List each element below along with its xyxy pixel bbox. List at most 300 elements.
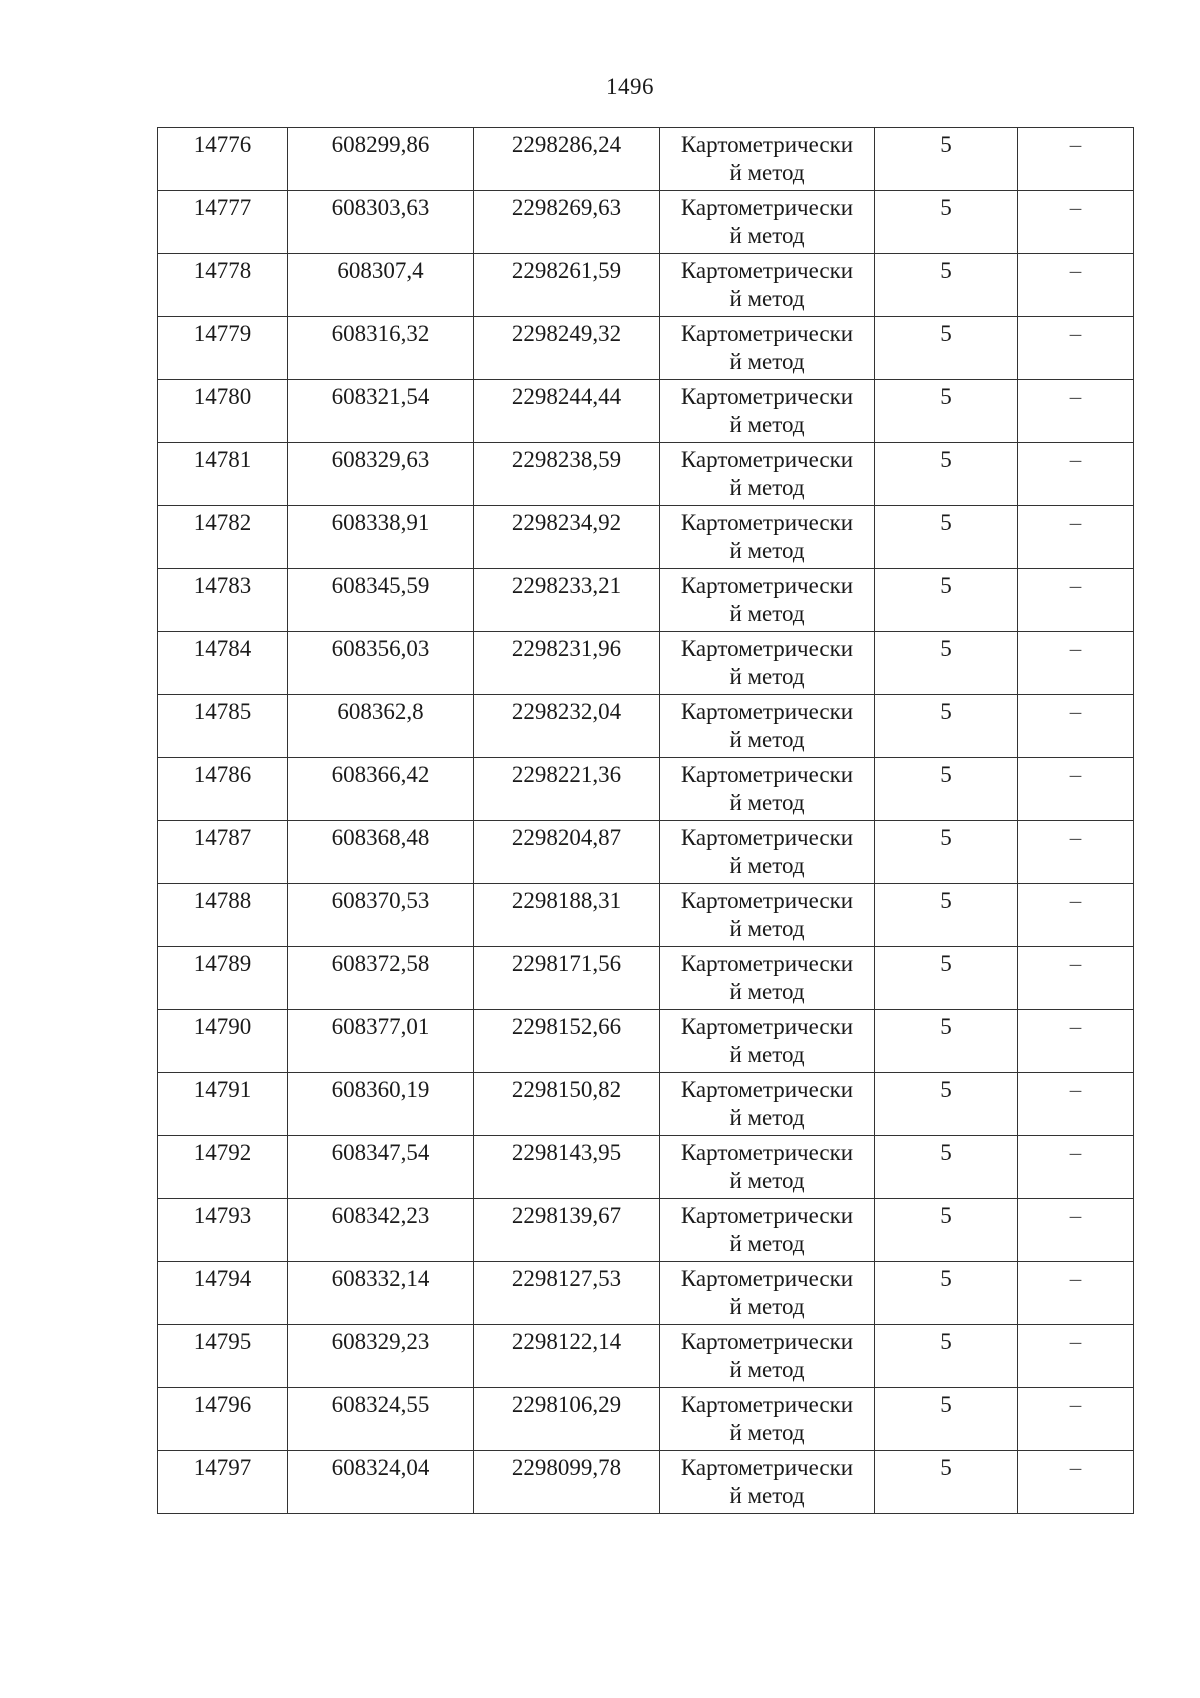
cell-id: 14789 bbox=[193, 951, 252, 976]
cell-method-line2: й метод bbox=[729, 1105, 805, 1130]
method-cell bbox=[660, 1136, 875, 1199]
cell-x: 608377,01 bbox=[331, 1014, 430, 1039]
accuracy-cell bbox=[875, 947, 1018, 1010]
cell-y: 2298127,53 bbox=[511, 1266, 622, 1291]
point-id-cell bbox=[158, 317, 288, 380]
method-cell bbox=[660, 758, 875, 821]
cell-x: 608342,23 bbox=[331, 1203, 430, 1228]
point-id-cell bbox=[158, 1010, 288, 1073]
cell-method-line2: й метод bbox=[729, 601, 805, 626]
cell-x: 608329,63 bbox=[331, 447, 430, 472]
cell-id: 14776 bbox=[193, 132, 252, 157]
point-id-cell bbox=[158, 128, 288, 191]
point-id-cell bbox=[158, 254, 288, 317]
cell-id: 14785 bbox=[193, 699, 252, 724]
cell-method-line2: й метод bbox=[729, 853, 805, 878]
x-coordinate-cell bbox=[288, 1073, 474, 1136]
cell-note: – bbox=[1069, 762, 1082, 787]
y-coordinate-cell bbox=[474, 1388, 660, 1451]
table-row bbox=[158, 254, 1134, 317]
cell-id: 14794 bbox=[193, 1266, 252, 1291]
table-row bbox=[158, 947, 1134, 1010]
method-cell bbox=[660, 443, 875, 506]
cell-y: 2298150,82 bbox=[511, 1077, 622, 1102]
x-coordinate-cell bbox=[288, 947, 474, 1010]
cell-y: 2298099,78 bbox=[511, 1455, 622, 1480]
y-coordinate-cell bbox=[474, 947, 660, 1010]
cell-accuracy: 5 bbox=[940, 132, 952, 157]
y-coordinate-cell bbox=[474, 1199, 660, 1262]
note-cell bbox=[1018, 317, 1134, 380]
cell-y: 2298122,14 bbox=[511, 1329, 622, 1354]
cell-y: 2298152,66 bbox=[511, 1014, 622, 1039]
cell-note: – bbox=[1069, 195, 1082, 220]
cell-id: 14788 bbox=[193, 888, 252, 913]
accuracy-cell bbox=[875, 1073, 1018, 1136]
cell-method-line1: Картометрически bbox=[680, 1014, 854, 1039]
point-id-cell bbox=[158, 569, 288, 632]
accuracy-cell bbox=[875, 758, 1018, 821]
cell-accuracy: 5 bbox=[940, 384, 952, 409]
cell-id: 14796 bbox=[193, 1392, 252, 1417]
x-coordinate-cell bbox=[288, 1136, 474, 1199]
note-cell bbox=[1018, 569, 1134, 632]
note-cell bbox=[1018, 1451, 1134, 1514]
cell-method-line1: Картометрически bbox=[680, 699, 854, 724]
cell-y: 2298143,95 bbox=[511, 1140, 622, 1165]
cell-accuracy: 5 bbox=[940, 510, 952, 535]
accuracy-cell bbox=[875, 254, 1018, 317]
cell-id: 14781 bbox=[193, 447, 252, 472]
cell-y: 2298269,63 bbox=[511, 195, 622, 220]
y-coordinate-cell bbox=[474, 632, 660, 695]
cell-x: 608338,91 bbox=[331, 510, 430, 535]
x-coordinate-cell bbox=[288, 1010, 474, 1073]
table-row bbox=[158, 317, 1134, 380]
accuracy-cell bbox=[875, 317, 1018, 380]
point-id-cell bbox=[158, 632, 288, 695]
cell-note: – bbox=[1069, 1329, 1082, 1354]
cell-id: 14779 bbox=[193, 321, 252, 346]
accuracy-cell bbox=[875, 695, 1018, 758]
table-row bbox=[158, 632, 1134, 695]
table-row bbox=[158, 1199, 1134, 1262]
note-cell bbox=[1018, 1388, 1134, 1451]
cell-method-line2: й метод bbox=[729, 916, 805, 941]
cell-method-line1: Картометрически bbox=[680, 447, 854, 472]
cell-note: – bbox=[1069, 1077, 1082, 1102]
cell-x: 608362,8 bbox=[337, 699, 424, 724]
y-coordinate-cell bbox=[474, 443, 660, 506]
cell-note: – bbox=[1069, 132, 1082, 157]
x-coordinate-cell bbox=[288, 1262, 474, 1325]
x-coordinate-cell bbox=[288, 443, 474, 506]
cell-accuracy: 5 bbox=[940, 321, 952, 346]
y-coordinate-cell bbox=[474, 1073, 660, 1136]
cell-x: 608332,14 bbox=[331, 1266, 430, 1291]
method-cell bbox=[660, 569, 875, 632]
table-row bbox=[158, 884, 1134, 947]
table-row bbox=[158, 1325, 1134, 1388]
note-cell bbox=[1018, 1199, 1134, 1262]
cell-method-line1: Картометрически bbox=[680, 132, 854, 157]
cell-note: – bbox=[1069, 1140, 1082, 1165]
cell-x: 608316,32 bbox=[331, 321, 430, 346]
method-cell bbox=[660, 1262, 875, 1325]
note-cell bbox=[1018, 632, 1134, 695]
method-cell bbox=[660, 632, 875, 695]
y-coordinate-cell bbox=[474, 884, 660, 947]
point-id-cell bbox=[158, 1136, 288, 1199]
note-cell bbox=[1018, 380, 1134, 443]
cell-y: 2298234,92 bbox=[511, 510, 622, 535]
method-cell bbox=[660, 380, 875, 443]
accuracy-cell bbox=[875, 569, 1018, 632]
cell-accuracy: 5 bbox=[940, 825, 952, 850]
x-coordinate-cell bbox=[288, 191, 474, 254]
cell-method-line1: Картометрически bbox=[680, 1392, 854, 1417]
cell-accuracy: 5 bbox=[940, 195, 952, 220]
cell-accuracy: 5 bbox=[940, 258, 952, 283]
cell-y: 2298221,36 bbox=[511, 762, 622, 787]
cell-id: 14786 bbox=[193, 762, 252, 787]
x-coordinate-cell bbox=[288, 1388, 474, 1451]
cell-accuracy: 5 bbox=[940, 762, 952, 787]
cell-y: 2298244,44 bbox=[511, 384, 622, 409]
point-id-cell bbox=[158, 380, 288, 443]
method-cell bbox=[660, 1073, 875, 1136]
cell-accuracy: 5 bbox=[940, 1140, 952, 1165]
table-body bbox=[158, 128, 1134, 1514]
cell-note: – bbox=[1069, 1203, 1082, 1228]
x-coordinate-cell bbox=[288, 128, 474, 191]
accuracy-cell bbox=[875, 506, 1018, 569]
method-cell bbox=[660, 1199, 875, 1262]
table-row bbox=[158, 1388, 1134, 1451]
cell-x: 608370,53 bbox=[331, 888, 430, 913]
table-row bbox=[158, 569, 1134, 632]
point-id-cell bbox=[158, 1199, 288, 1262]
cell-method-line1: Картометрически bbox=[680, 1329, 854, 1354]
y-coordinate-cell bbox=[474, 1010, 660, 1073]
y-coordinate-cell bbox=[474, 506, 660, 569]
cell-method-line2: й метод bbox=[729, 1168, 805, 1193]
cell-method-line1: Картометрически bbox=[680, 384, 854, 409]
method-cell bbox=[660, 821, 875, 884]
cell-method-line2: й метод bbox=[729, 286, 805, 311]
cell-method-line1: Картометрически bbox=[680, 636, 854, 661]
note-cell bbox=[1018, 695, 1134, 758]
x-coordinate-cell bbox=[288, 695, 474, 758]
accuracy-cell bbox=[875, 632, 1018, 695]
x-coordinate-cell bbox=[288, 632, 474, 695]
cell-note: – bbox=[1069, 573, 1082, 598]
method-cell bbox=[660, 695, 875, 758]
cell-accuracy: 5 bbox=[940, 888, 952, 913]
y-coordinate-cell bbox=[474, 569, 660, 632]
cell-note: – bbox=[1069, 1266, 1082, 1291]
cell-method-line1: Картометрически bbox=[680, 1266, 854, 1291]
cell-accuracy: 5 bbox=[940, 699, 952, 724]
note-cell bbox=[1018, 1136, 1134, 1199]
cell-note: – bbox=[1069, 636, 1082, 661]
accuracy-cell bbox=[875, 1136, 1018, 1199]
cell-method-line1: Картометрически bbox=[680, 762, 854, 787]
x-coordinate-cell bbox=[288, 1325, 474, 1388]
cell-x: 608324,04 bbox=[331, 1455, 430, 1480]
cell-x: 608299,86 bbox=[331, 132, 430, 157]
cell-id: 14778 bbox=[193, 258, 252, 283]
cell-method-line1: Картометрически bbox=[680, 258, 854, 283]
note-cell bbox=[1018, 191, 1134, 254]
cell-method-line2: й метод bbox=[729, 538, 805, 563]
cell-method-line2: й метод bbox=[729, 475, 805, 500]
accuracy-cell bbox=[875, 821, 1018, 884]
cell-method-line1: Картометрически bbox=[680, 1203, 854, 1228]
accuracy-cell bbox=[875, 191, 1018, 254]
cell-method-line1: Картометрически bbox=[680, 951, 854, 976]
note-cell bbox=[1018, 821, 1134, 884]
x-coordinate-cell bbox=[288, 821, 474, 884]
y-coordinate-cell bbox=[474, 317, 660, 380]
cell-x: 608372,58 bbox=[331, 951, 430, 976]
method-cell bbox=[660, 128, 875, 191]
cell-id: 14795 bbox=[193, 1329, 252, 1354]
accuracy-cell bbox=[875, 1451, 1018, 1514]
cell-method-line2: й метод bbox=[729, 979, 805, 1004]
point-id-cell bbox=[158, 1388, 288, 1451]
x-coordinate-cell bbox=[288, 569, 474, 632]
x-coordinate-cell bbox=[288, 758, 474, 821]
cell-id: 14790 bbox=[193, 1014, 252, 1039]
accuracy-cell bbox=[875, 1010, 1018, 1073]
method-cell bbox=[660, 254, 875, 317]
method-cell bbox=[660, 506, 875, 569]
point-id-cell bbox=[158, 695, 288, 758]
point-id-cell bbox=[158, 884, 288, 947]
cell-accuracy: 5 bbox=[940, 573, 952, 598]
cell-accuracy: 5 bbox=[940, 1455, 952, 1480]
y-coordinate-cell bbox=[474, 1325, 660, 1388]
cell-y: 2298171,56 bbox=[511, 951, 622, 976]
cell-method-line2: й метод bbox=[729, 223, 805, 248]
cell-method-line2: й метод bbox=[729, 790, 805, 815]
cell-method-line2: й метод bbox=[729, 1483, 805, 1508]
cell-method-line1: Картометрически bbox=[680, 1077, 854, 1102]
point-id-cell bbox=[158, 1451, 288, 1514]
table-row bbox=[158, 128, 1134, 191]
cell-id: 14797 bbox=[193, 1455, 252, 1480]
cell-id: 14791 bbox=[193, 1077, 252, 1102]
point-id-cell bbox=[158, 506, 288, 569]
cell-accuracy: 5 bbox=[940, 1266, 952, 1291]
cell-note: – bbox=[1069, 1392, 1082, 1417]
cell-y: 2298238,59 bbox=[511, 447, 622, 472]
y-coordinate-cell bbox=[474, 758, 660, 821]
cell-accuracy: 5 bbox=[940, 447, 952, 472]
cell-method-line2: й метод bbox=[729, 1042, 805, 1067]
cell-method-line2: й метод bbox=[729, 1420, 805, 1445]
cell-x: 608347,54 bbox=[331, 1140, 430, 1165]
cell-id: 14780 bbox=[193, 384, 252, 409]
table-row bbox=[158, 1262, 1134, 1325]
note-cell bbox=[1018, 1325, 1134, 1388]
cell-method-line2: й метод bbox=[729, 1357, 805, 1382]
note-cell bbox=[1018, 758, 1134, 821]
cell-accuracy: 5 bbox=[940, 636, 952, 661]
cell-note: – bbox=[1069, 888, 1082, 913]
cell-id: 14787 bbox=[193, 825, 252, 850]
note-cell bbox=[1018, 884, 1134, 947]
cell-accuracy: 5 bbox=[940, 1014, 952, 1039]
y-coordinate-cell bbox=[474, 254, 660, 317]
point-id-cell bbox=[158, 821, 288, 884]
cell-y: 2298204,87 bbox=[511, 825, 622, 850]
x-coordinate-cell bbox=[288, 884, 474, 947]
cell-x: 608307,4 bbox=[337, 258, 424, 283]
cell-note: – bbox=[1069, 825, 1082, 850]
cell-accuracy: 5 bbox=[940, 1392, 952, 1417]
cell-y: 2298233,21 bbox=[511, 573, 622, 598]
cell-x: 608329,23 bbox=[331, 1329, 430, 1354]
x-coordinate-cell bbox=[288, 1451, 474, 1514]
note-cell bbox=[1018, 1010, 1134, 1073]
note-cell bbox=[1018, 443, 1134, 506]
cell-note: – bbox=[1069, 951, 1082, 976]
method-cell bbox=[660, 1010, 875, 1073]
x-coordinate-cell bbox=[288, 380, 474, 443]
cell-note: – bbox=[1069, 258, 1082, 283]
note-cell bbox=[1018, 947, 1134, 1010]
point-id-cell bbox=[158, 758, 288, 821]
cell-x: 608345,59 bbox=[331, 573, 430, 598]
y-coordinate-cell bbox=[474, 1451, 660, 1514]
cell-note: – bbox=[1069, 1014, 1082, 1039]
table-row bbox=[158, 758, 1134, 821]
cell-method-line2: й метод bbox=[729, 1231, 805, 1256]
y-coordinate-cell bbox=[474, 695, 660, 758]
method-cell bbox=[660, 1325, 875, 1388]
method-cell bbox=[660, 191, 875, 254]
table-row bbox=[158, 1010, 1134, 1073]
cell-y: 2298232,04 bbox=[511, 699, 622, 724]
x-coordinate-cell bbox=[288, 317, 474, 380]
cell-method-line1: Картометрически bbox=[680, 321, 854, 346]
cell-y: 2298106,29 bbox=[511, 1392, 622, 1417]
cell-y: 2298261,59 bbox=[511, 258, 622, 283]
accuracy-cell bbox=[875, 380, 1018, 443]
method-cell bbox=[660, 317, 875, 380]
method-cell bbox=[660, 884, 875, 947]
y-coordinate-cell bbox=[474, 1136, 660, 1199]
cell-method-line2: й метод bbox=[729, 160, 805, 185]
cell-method-line2: й метод bbox=[729, 349, 805, 374]
cell-accuracy: 5 bbox=[940, 1203, 952, 1228]
cell-note: – bbox=[1069, 384, 1082, 409]
accuracy-cell bbox=[875, 1325, 1018, 1388]
cell-note: – bbox=[1069, 447, 1082, 472]
table-row bbox=[158, 191, 1134, 254]
x-coordinate-cell bbox=[288, 1199, 474, 1262]
cell-accuracy: 5 bbox=[940, 1329, 952, 1354]
y-coordinate-cell bbox=[474, 191, 660, 254]
note-cell bbox=[1018, 254, 1134, 317]
cell-y: 2298188,31 bbox=[511, 888, 622, 913]
cell-id: 14777 bbox=[193, 195, 252, 220]
note-cell bbox=[1018, 506, 1134, 569]
accuracy-cell bbox=[875, 1262, 1018, 1325]
point-id-cell bbox=[158, 443, 288, 506]
y-coordinate-cell bbox=[474, 380, 660, 443]
cell-method-line2: й метод bbox=[729, 1294, 805, 1319]
cell-id: 14784 bbox=[193, 636, 252, 661]
cell-id: 14793 bbox=[193, 1203, 252, 1228]
cell-x: 608366,42 bbox=[331, 762, 430, 787]
cell-method-line1: Картометрически bbox=[680, 573, 854, 598]
cell-method-line1: Картометрически bbox=[680, 888, 854, 913]
point-id-cell bbox=[158, 947, 288, 1010]
cell-note: – bbox=[1069, 699, 1082, 724]
cell-method-line2: й метод bbox=[729, 727, 805, 752]
table-row bbox=[158, 443, 1134, 506]
accuracy-cell bbox=[875, 1199, 1018, 1262]
cell-method-line1: Картометрически bbox=[680, 825, 854, 850]
cell-x: 608303,63 bbox=[331, 195, 430, 220]
cell-accuracy: 5 bbox=[940, 951, 952, 976]
cell-x: 608368,48 bbox=[331, 825, 430, 850]
cell-x: 608360,19 bbox=[331, 1077, 430, 1102]
method-cell bbox=[660, 1388, 875, 1451]
cell-note: – bbox=[1069, 510, 1082, 535]
cell-method-line1: Картометрически bbox=[680, 510, 854, 535]
point-id-cell bbox=[158, 1262, 288, 1325]
point-id-cell bbox=[158, 191, 288, 254]
y-coordinate-cell bbox=[474, 1262, 660, 1325]
cell-note: – bbox=[1069, 321, 1082, 346]
cell-method-line2: й метод bbox=[729, 664, 805, 689]
accuracy-cell bbox=[875, 1388, 1018, 1451]
table-row bbox=[158, 821, 1134, 884]
cell-x: 608321,54 bbox=[331, 384, 430, 409]
table-row bbox=[158, 1136, 1134, 1199]
cell-y: 2298231,96 bbox=[511, 636, 622, 661]
method-cell bbox=[660, 1451, 875, 1514]
table-row bbox=[158, 1451, 1134, 1514]
accuracy-cell bbox=[875, 443, 1018, 506]
cell-accuracy: 5 bbox=[940, 1077, 952, 1102]
cell-id: 14792 bbox=[193, 1140, 252, 1165]
accuracy-cell bbox=[875, 884, 1018, 947]
cell-y: 2298139,67 bbox=[511, 1203, 622, 1228]
y-coordinate-cell bbox=[474, 821, 660, 884]
cell-method-line2: й метод bbox=[729, 412, 805, 437]
page-number: 1496 bbox=[606, 74, 654, 99]
cell-note: – bbox=[1069, 1455, 1082, 1480]
note-cell bbox=[1018, 128, 1134, 191]
cell-id: 14782 bbox=[193, 510, 252, 535]
cell-y: 2298286,24 bbox=[511, 132, 622, 157]
table-row bbox=[158, 506, 1134, 569]
coordinates-table bbox=[157, 127, 1134, 1514]
cell-y: 2298249,32 bbox=[511, 321, 622, 346]
table-row bbox=[158, 380, 1134, 443]
note-cell bbox=[1018, 1262, 1134, 1325]
x-coordinate-cell bbox=[288, 506, 474, 569]
cell-x: 608324,55 bbox=[331, 1392, 430, 1417]
point-id-cell bbox=[158, 1073, 288, 1136]
cell-x: 608356,03 bbox=[331, 636, 430, 661]
table-row bbox=[158, 1073, 1134, 1136]
